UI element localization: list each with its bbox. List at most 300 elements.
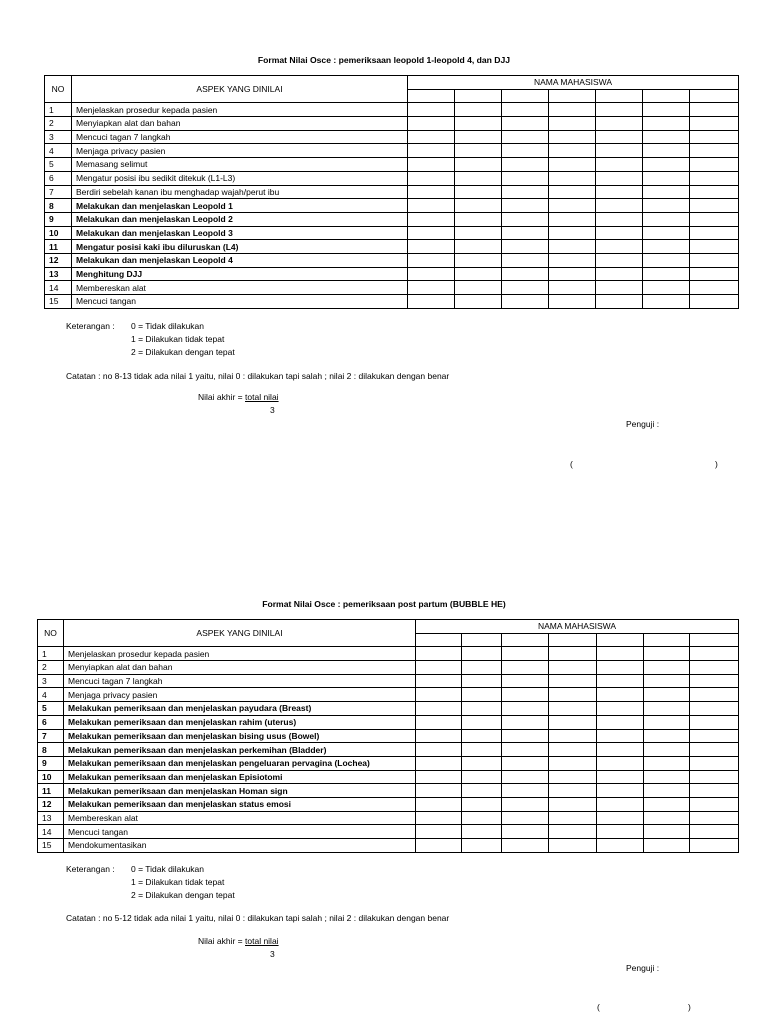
score-cell[interactable] — [690, 647, 739, 661]
score-cell[interactable] — [416, 839, 462, 853]
score-cell[interactable] — [455, 295, 502, 309]
score-cell[interactable] — [549, 770, 597, 784]
assessment-aspect: Berdiri sebelah kanan ibu menghadap wajah/perut ibu — [72, 185, 408, 199]
form2-keterangan-0: 0 = Tidak dilakukan — [131, 864, 205, 874]
score-cell[interactable] — [690, 212, 739, 226]
table-row — [38, 839, 739, 853]
score-cell[interactable] — [502, 240, 549, 254]
score-cell[interactable] — [455, 226, 502, 240]
score-cell[interactable] — [549, 144, 596, 158]
table-row — [45, 226, 739, 240]
score-cell[interactable] — [549, 185, 596, 199]
row-number: 7 — [45, 185, 72, 199]
score-cell[interactable] — [596, 240, 643, 254]
score-cell[interactable] — [416, 688, 462, 702]
table-row — [38, 729, 739, 743]
score-cell[interactable] — [596, 185, 643, 199]
row-number: 5 — [38, 702, 64, 716]
row-number: 12 — [38, 797, 64, 811]
score-cell[interactable] — [549, 839, 597, 853]
form1-nilai-akhir: Nilai akhir = total nilai — [198, 392, 279, 402]
table-row — [38, 702, 739, 716]
score-cell[interactable] — [549, 647, 597, 661]
assessment-aspect: Mencuci tangan — [72, 295, 408, 309]
score-cell[interactable] — [502, 144, 549, 158]
score-cell[interactable] — [549, 267, 596, 281]
score-cell[interactable] — [502, 647, 549, 661]
score-cell[interactable] — [549, 811, 597, 825]
score-cell[interactable] — [549, 797, 597, 811]
score-cell[interactable] — [462, 756, 502, 770]
form2-nilai-denominator: 3 — [270, 949, 275, 959]
assessment-aspect: Menghitung DJJ — [72, 267, 408, 281]
score-cell[interactable] — [502, 839, 549, 853]
score-cell[interactable] — [462, 839, 502, 853]
assessment-aspect: Melakukan dan menjelaskan Leopold 1 — [72, 199, 408, 213]
row-number: 5 — [45, 158, 72, 172]
score-cell[interactable] — [597, 825, 644, 839]
score-cell[interactable] — [502, 117, 549, 131]
score-cell[interactable] — [416, 797, 462, 811]
score-cell[interactable] — [408, 171, 455, 185]
score-cell[interactable] — [455, 103, 502, 117]
table-row — [38, 756, 739, 770]
score-cell[interactable] — [690, 743, 739, 757]
score-cell[interactable] — [643, 295, 690, 309]
student-column-4 — [549, 89, 596, 103]
score-cell[interactable] — [690, 267, 739, 281]
score-cell[interactable] — [643, 199, 690, 213]
score-cell[interactable] — [455, 117, 502, 131]
score-cell[interactable] — [549, 226, 596, 240]
score-cell[interactable] — [690, 729, 739, 743]
score-cell[interactable] — [408, 295, 455, 309]
table-row — [38, 743, 739, 757]
score-cell[interactable] — [502, 212, 549, 226]
score-cell[interactable] — [596, 226, 643, 240]
score-cell[interactable] — [549, 212, 596, 226]
row-number: 14 — [45, 281, 72, 295]
score-cell[interactable] — [462, 729, 502, 743]
score-cell[interactable] — [408, 253, 455, 267]
row-number: 13 — [45, 267, 72, 281]
form1-signature-close-paren: ) — [715, 459, 718, 469]
score-cell[interactable] — [643, 144, 690, 158]
score-cell[interactable] — [416, 702, 462, 716]
score-cell[interactable] — [596, 144, 643, 158]
row-number: 12 — [45, 253, 72, 267]
table-row — [45, 212, 739, 226]
score-cell[interactable] — [644, 825, 690, 839]
score-cell[interactable] — [408, 226, 455, 240]
table-row — [45, 295, 739, 309]
score-cell[interactable] — [462, 797, 502, 811]
student-column-3 — [502, 633, 549, 647]
score-cell[interactable] — [462, 702, 502, 716]
score-cell[interactable] — [549, 661, 597, 675]
score-cell[interactable] — [502, 253, 549, 267]
score-cell[interactable] — [690, 770, 739, 784]
score-cell[interactable] — [690, 240, 739, 254]
score-cell[interactable] — [644, 756, 690, 770]
score-cell[interactable] — [462, 770, 502, 784]
score-cell[interactable] — [596, 212, 643, 226]
form2-keterangan-2: 2 = Dilakukan dengan tepat — [131, 890, 235, 900]
score-cell[interactable] — [643, 212, 690, 226]
score-cell[interactable] — [502, 784, 549, 798]
score-cell[interactable] — [416, 811, 462, 825]
score-cell[interactable] — [502, 295, 549, 309]
assessment-aspect: Melakukan pemeriksaan dan menjelaskan Homan sign — [64, 784, 416, 798]
score-cell[interactable] — [416, 661, 462, 675]
score-cell[interactable] — [596, 295, 643, 309]
score-cell[interactable] — [597, 797, 644, 811]
score-cell[interactable] — [455, 240, 502, 254]
score-cell[interactable] — [644, 674, 690, 688]
score-cell[interactable] — [502, 729, 549, 743]
score-cell[interactable] — [549, 253, 596, 267]
score-cell[interactable] — [408, 130, 455, 144]
score-cell[interactable] — [549, 743, 597, 757]
score-cell[interactable] — [643, 185, 690, 199]
score-cell[interactable] — [690, 688, 739, 702]
score-cell[interactable] — [408, 158, 455, 172]
score-cell[interactable] — [644, 688, 690, 702]
score-cell[interactable] — [549, 295, 596, 309]
row-number: 10 — [38, 770, 64, 784]
score-cell[interactable] — [690, 130, 739, 144]
score-cell[interactable] — [408, 185, 455, 199]
score-cell[interactable] — [416, 770, 462, 784]
score-cell[interactable] — [455, 144, 502, 158]
score-cell[interactable] — [549, 715, 597, 729]
student-column-3 — [502, 89, 549, 103]
score-cell[interactable] — [690, 811, 739, 825]
table-row — [45, 117, 739, 131]
score-cell[interactable] — [502, 811, 549, 825]
assessment-aspect: Menyiapkan alat dan bahan — [64, 661, 416, 675]
score-cell[interactable] — [462, 661, 502, 675]
score-cell[interactable] — [644, 729, 690, 743]
score-cell[interactable] — [549, 784, 597, 798]
assessment-aspect: Mencuci tangan — [64, 825, 416, 839]
score-cell[interactable] — [644, 661, 690, 675]
score-cell[interactable] — [462, 811, 502, 825]
score-cell[interactable] — [690, 797, 739, 811]
score-cell[interactable] — [408, 144, 455, 158]
row-number: 9 — [45, 212, 72, 226]
score-cell[interactable] — [549, 130, 596, 144]
score-cell[interactable] — [502, 130, 549, 144]
score-cell[interactable] — [502, 267, 549, 281]
score-cell[interactable] — [690, 158, 739, 172]
score-cell[interactable] — [596, 281, 643, 295]
score-cell[interactable] — [644, 784, 690, 798]
score-cell[interactable] — [502, 199, 549, 213]
score-cell[interactable] — [462, 825, 502, 839]
score-cell[interactable] — [502, 185, 549, 199]
row-number: 1 — [38, 647, 64, 661]
form2-keterangan-1: 1 = Dilakukan tidak tepat — [131, 877, 225, 887]
assessment-aspect: Melakukan pemeriksaan dan menjelaskan payudara (Breast) — [64, 702, 416, 716]
student-column-1 — [408, 89, 455, 103]
score-cell[interactable] — [596, 171, 643, 185]
score-cell[interactable] — [408, 240, 455, 254]
score-cell[interactable] — [596, 267, 643, 281]
score-cell[interactable] — [502, 661, 549, 675]
score-cell[interactable] — [455, 281, 502, 295]
score-cell[interactable] — [644, 715, 690, 729]
table-row — [45, 130, 739, 144]
score-cell[interactable] — [455, 158, 502, 172]
score-cell[interactable] — [502, 797, 549, 811]
row-number: 6 — [45, 171, 72, 185]
form1-penguji-label: Penguji : — [626, 419, 660, 429]
row-number: 3 — [38, 674, 64, 688]
score-cell[interactable] — [597, 661, 644, 675]
score-cell[interactable] — [502, 103, 549, 117]
form2-catatan: Catatan : no 5-12 tidak ada nilai 1 yaitu, nilai 0 : dilakukan tapi salah ; nilai 2 : dilakukan dengan benar — [66, 913, 450, 923]
score-cell[interactable] — [643, 103, 690, 117]
table-row — [45, 144, 739, 158]
score-cell[interactable] — [462, 784, 502, 798]
score-cell[interactable] — [549, 729, 597, 743]
score-cell[interactable] — [690, 825, 739, 839]
score-cell[interactable] — [643, 130, 690, 144]
table-row — [45, 185, 739, 199]
table-row — [45, 240, 739, 254]
assessment-aspect: Mencuci tagan 7 langkah — [72, 130, 408, 144]
score-cell[interactable] — [597, 743, 644, 757]
form2-signature-close-paren: ) — [688, 1002, 691, 1012]
score-cell[interactable] — [408, 199, 455, 213]
score-cell[interactable] — [549, 199, 596, 213]
score-cell[interactable] — [462, 674, 502, 688]
score-cell[interactable] — [597, 729, 644, 743]
score-cell[interactable] — [690, 839, 739, 853]
score-cell[interactable] — [416, 825, 462, 839]
score-cell[interactable] — [690, 171, 739, 185]
row-number: 10 — [45, 226, 72, 240]
assessment-aspect: Melakukan pemeriksaan dan menjelaskan perkemihan (Bladder) — [64, 743, 416, 757]
score-cell[interactable] — [549, 240, 596, 254]
score-cell[interactable] — [502, 825, 549, 839]
score-cell[interactable] — [690, 199, 739, 213]
score-cell[interactable] — [408, 267, 455, 281]
assessment-aspect: Membereskan alat — [72, 281, 408, 295]
table-row — [38, 797, 739, 811]
form1-keterangan-0: 0 = Tidak dilakukan — [131, 321, 205, 331]
student-column-1 — [416, 633, 462, 647]
score-cell[interactable] — [549, 688, 597, 702]
student-column-6 — [644, 633, 690, 647]
score-cell[interactable] — [502, 743, 549, 757]
score-cell[interactable] — [643, 253, 690, 267]
form1-score-table — [44, 75, 739, 309]
score-cell[interactable] — [408, 117, 455, 131]
form2-title: Format Nilai Osce : pemeriksaan post partum (BUBBLE HE) — [262, 599, 506, 609]
score-cell[interactable] — [502, 702, 549, 716]
score-cell[interactable] — [690, 674, 739, 688]
score-cell[interactable] — [549, 825, 597, 839]
score-cell[interactable] — [502, 281, 549, 295]
score-cell[interactable] — [549, 117, 596, 131]
score-cell[interactable] — [502, 756, 549, 770]
row-number: 8 — [38, 743, 64, 757]
score-cell[interactable] — [596, 103, 643, 117]
score-cell[interactable] — [596, 117, 643, 131]
score-cell[interactable] — [455, 267, 502, 281]
score-cell[interactable] — [597, 784, 644, 798]
score-cell[interactable] — [408, 212, 455, 226]
score-cell[interactable] — [596, 253, 643, 267]
assessment-aspect: Melakukan pemeriksaan dan menjelaskan rahim (uterus) — [64, 715, 416, 729]
row-number: 7 — [38, 729, 64, 743]
score-cell[interactable] — [690, 295, 739, 309]
score-cell[interactable] — [455, 185, 502, 199]
form1-total-nilai: total nilai — [245, 392, 279, 402]
score-cell[interactable] — [502, 674, 549, 688]
score-cell[interactable] — [549, 702, 597, 716]
score-cell[interactable] — [643, 226, 690, 240]
form1-title: Format Nilai Osce : pemeriksaan leopold 1-leopold 4, dan DJJ — [257, 55, 511, 65]
assessment-aspect: Melakukan dan menjelaskan Leopold 3 — [72, 226, 408, 240]
score-cell[interactable] — [549, 158, 596, 172]
table-row — [45, 103, 739, 117]
score-cell[interactable] — [597, 715, 644, 729]
assessment-aspect: Mengatur posisi kaki ibu diluruskan (L4) — [72, 240, 408, 254]
score-cell[interactable] — [644, 797, 690, 811]
assessment-aspect: Melakukan pemeriksaan dan menjelaskan bising usus (Bowel) — [64, 729, 416, 743]
score-cell[interactable] — [690, 281, 739, 295]
assessment-aspect: Melakukan pemeriksaan dan menjelaskan pengeluaran pervagina (Lochea) — [64, 756, 416, 770]
score-cell[interactable] — [416, 756, 462, 770]
score-cell[interactable] — [597, 688, 644, 702]
score-cell[interactable] — [644, 647, 690, 661]
score-cell[interactable] — [690, 702, 739, 716]
score-cell[interactable] — [690, 784, 739, 798]
row-number: 4 — [38, 688, 64, 702]
score-cell[interactable] — [549, 103, 596, 117]
score-cell[interactable] — [644, 811, 690, 825]
aspek-header: ASPEK YANG DINILAI — [64, 620, 416, 647]
score-cell[interactable] — [549, 281, 596, 295]
score-cell[interactable] — [690, 144, 739, 158]
score-cell[interactable] — [502, 226, 549, 240]
score-cell[interactable] — [502, 688, 549, 702]
score-cell[interactable] — [462, 743, 502, 757]
score-cell[interactable] — [690, 661, 739, 675]
score-cell[interactable] — [455, 199, 502, 213]
score-cell[interactable] — [690, 226, 739, 240]
row-number: 14 — [38, 825, 64, 839]
score-cell[interactable] — [690, 103, 739, 117]
score-cell[interactable] — [643, 171, 690, 185]
row-number: 2 — [45, 117, 72, 131]
score-cell[interactable] — [644, 770, 690, 784]
score-cell[interactable] — [690, 185, 739, 199]
score-cell[interactable] — [596, 130, 643, 144]
score-cell[interactable] — [643, 117, 690, 131]
score-cell[interactable] — [643, 158, 690, 172]
score-cell[interactable] — [502, 715, 549, 729]
score-cell[interactable] — [597, 756, 644, 770]
score-cell[interactable] — [502, 770, 549, 784]
score-cell[interactable] — [644, 839, 690, 853]
score-cell[interactable] — [597, 811, 644, 825]
score-cell[interactable] — [690, 253, 739, 267]
form1-keterangan-2: 2 = Dilakukan dengan tepat — [131, 347, 235, 357]
table-row — [38, 688, 739, 702]
score-cell[interactable] — [416, 729, 462, 743]
student-column-2 — [455, 89, 502, 103]
assessment-aspect: Menyiapkan alat dan bahan — [72, 117, 408, 131]
score-cell[interactable] — [644, 743, 690, 757]
score-cell[interactable] — [462, 647, 502, 661]
table-row — [38, 647, 739, 661]
form1-signature-open-paren: ( — [570, 459, 573, 469]
score-cell[interactable] — [597, 674, 644, 688]
score-cell[interactable] — [597, 839, 644, 853]
score-cell[interactable] — [643, 240, 690, 254]
no-header: NO — [45, 76, 72, 103]
score-cell[interactable] — [643, 281, 690, 295]
score-cell[interactable] — [462, 715, 502, 729]
assessment-aspect: Menjaga privacy pasien — [64, 688, 416, 702]
score-cell[interactable] — [408, 103, 455, 117]
score-cell[interactable] — [643, 267, 690, 281]
assessment-aspect: Melakukan dan menjelaskan Leopold 2 — [72, 212, 408, 226]
score-cell[interactable] — [596, 199, 643, 213]
score-cell[interactable] — [549, 674, 597, 688]
score-cell[interactable] — [416, 647, 462, 661]
row-number: 13 — [38, 811, 64, 825]
score-cell[interactable] — [549, 171, 596, 185]
assessment-aspect: Mendokumentasikan — [64, 839, 416, 853]
score-cell[interactable] — [416, 743, 462, 757]
score-cell[interactable] — [462, 688, 502, 702]
score-cell[interactable] — [549, 756, 597, 770]
form2-score-table — [37, 619, 739, 853]
score-cell[interactable] — [597, 647, 644, 661]
score-cell[interactable] — [455, 130, 502, 144]
score-cell[interactable] — [690, 117, 739, 131]
form2-penguji-label: Penguji : — [626, 963, 660, 973]
row-number: 11 — [45, 240, 72, 254]
assessment-aspect: Mencuci tagan 7 langkah — [64, 674, 416, 688]
row-number: 3 — [45, 130, 72, 144]
score-cell[interactable] — [455, 171, 502, 185]
score-cell[interactable] — [502, 158, 549, 172]
score-cell[interactable] — [416, 784, 462, 798]
score-cell[interactable] — [597, 770, 644, 784]
score-cell[interactable] — [455, 212, 502, 226]
score-cell[interactable] — [502, 171, 549, 185]
score-cell[interactable] — [597, 702, 644, 716]
form2-signature-open-paren: ( — [597, 1002, 600, 1012]
assessment-aspect: Membereskan alat — [64, 811, 416, 825]
table-row — [38, 715, 739, 729]
score-cell[interactable] — [408, 281, 455, 295]
score-cell[interactable] — [596, 158, 643, 172]
form2-nilai-akhir: Nilai akhir = total nilai — [198, 936, 279, 946]
score-cell[interactable] — [644, 702, 690, 716]
score-cell[interactable] — [690, 715, 739, 729]
score-cell[interactable] — [690, 756, 739, 770]
score-cell[interactable] — [416, 674, 462, 688]
score-cell[interactable] — [416, 715, 462, 729]
score-cell[interactable] — [455, 253, 502, 267]
